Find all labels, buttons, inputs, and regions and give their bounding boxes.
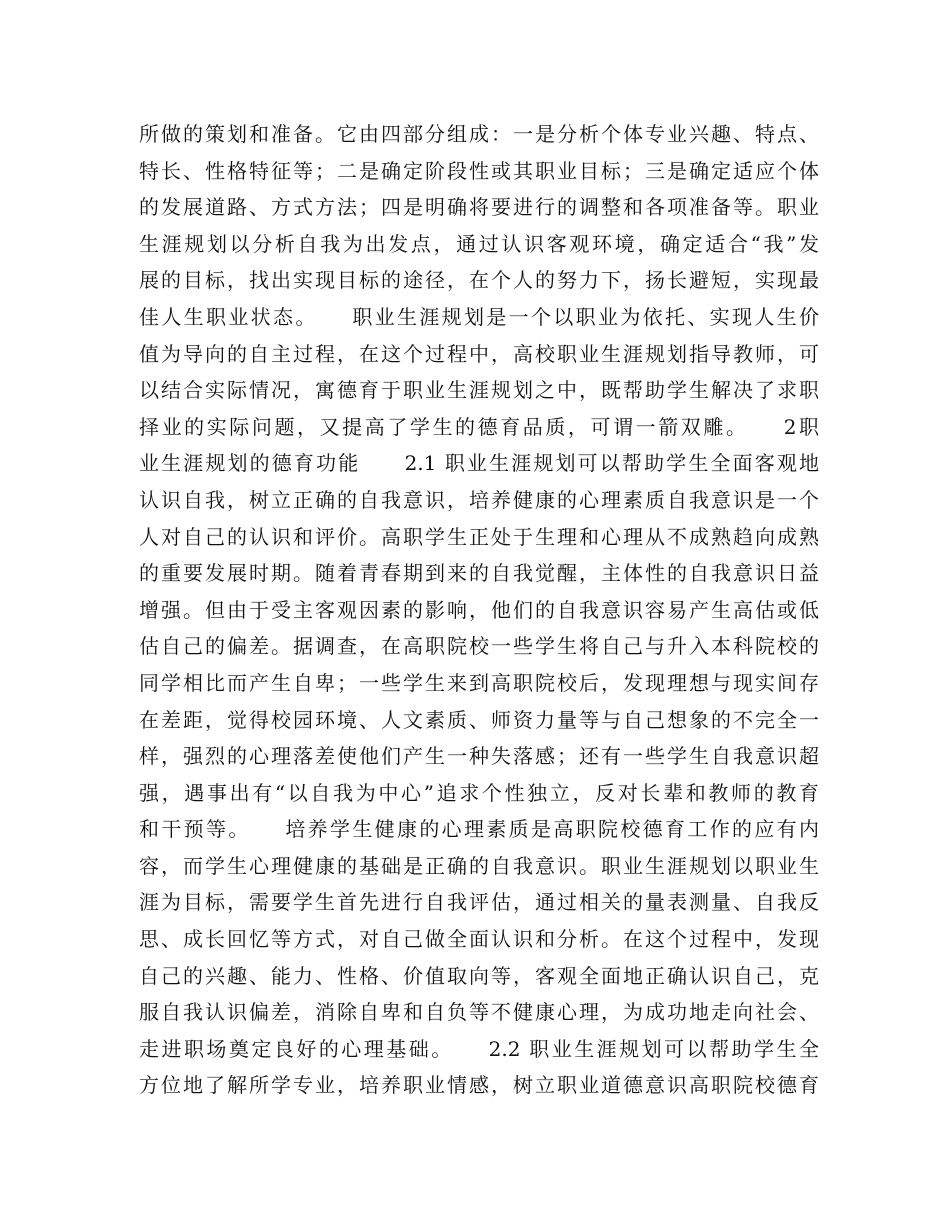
text-line: 增强。但由于受主客观因素的影响，他们的自我意识容易产生高估或低 [139,597,819,622]
body-text [139,116,819,1104]
text-line: 特长、性格特征等；二是确定阶段性或其职业目标；三是确定适应个体 [139,158,819,183]
text-line: 人对自己的认识和评价。高职学生正处于生理和心理从不成熟趋向成熟 [139,524,819,549]
text-line: 认识自我，树立正确的自我意识，培养健康的心理素质自我意识是一个 [139,487,819,512]
text-line: 估自己的偏差。据调查，在高职院校一些学生将自己与升入本科院校的 [139,634,819,659]
text-line: 的发展道路、方式方法；四是明确将要进行的调整和各项准备等。职业 [139,195,819,220]
text-line: 容，而学生心理健康的基础是正确的自我意识。职业生涯规划以职业生 [139,853,819,878]
text-line: 同学相比而产生自卑；一些学生来到高职院校后，发现理想与现实间存 [139,670,819,695]
text-line: 在差距，觉得校园环境、人文素质、师资力量等与自己想象的不完全一 [139,707,819,732]
text-line: 所做的策划和准备。它由四部分组成：一是分析个体专业兴趣、特点、 [139,122,819,146]
text-line: 生涯规划以分析自我为出发点，通过认识客观环境，确定适合“我”发 [139,231,819,256]
text-line: 涯为目标，需要学生首先进行自我评估，通过相关的量表测量、自我反 [139,890,819,915]
text-line: 走进职场奠定良好的心理基础。 2.2 职业生涯规划可以帮助学生全 [139,1036,819,1061]
text-line: 服自我认识偏差，消除自卑和自负等不健康心理，为成功地走向社会、 [139,1000,819,1025]
text-line: 业生涯规划的德育功能 2.1 职业生涯规划可以帮助学生全面客观地 [139,451,819,476]
text-line: 以结合实际情况，寓德育于职业生涯规划之中，既帮助学生解决了求职 [139,378,819,403]
text-line: 的重要发展时期。随着青春期到来的自我觉醒，主体性的自我意识日益 [139,561,819,586]
text-line: 展的目标，找出实现目标的途径，在个人的努力下，扬长避短，实现最 [139,268,819,293]
text-line: 方位地了解所学专业，培养职业情感，树立职业道德意识高职院校德育 [139,1073,819,1098]
text-line: 思、成长回忆等方式，对自己做全面认识和分析。在这个过程中，发现 [139,927,819,952]
text-line: 值为导向的自主过程，在这个过程中，高校职业生涯规划指导教师，可 [139,341,819,366]
text-line: 样，强烈的心理落差使他们产生一种失落感；还有一些学生自我意识超 [139,744,819,769]
text-line: 自己的兴趣、能力、性格、价值取向等，客观全面地正确认识自己，克 [139,963,819,988]
text-line: 强，遇事出有“以自我为中心”追求个性独立，反对长辈和教师的教育 [139,780,819,805]
text-line: 佳人生职业状态。 职业生涯规划是一个以职业为依托、实现人生价 [139,304,819,329]
text-line: 择业的实际问题，又提高了学生的德育品质，可谓一箭双雕。 2职 [139,414,819,439]
text-line: 和干预等。 培养学生健康的心理素质是高职院校德育工作的应有内 [139,817,819,842]
